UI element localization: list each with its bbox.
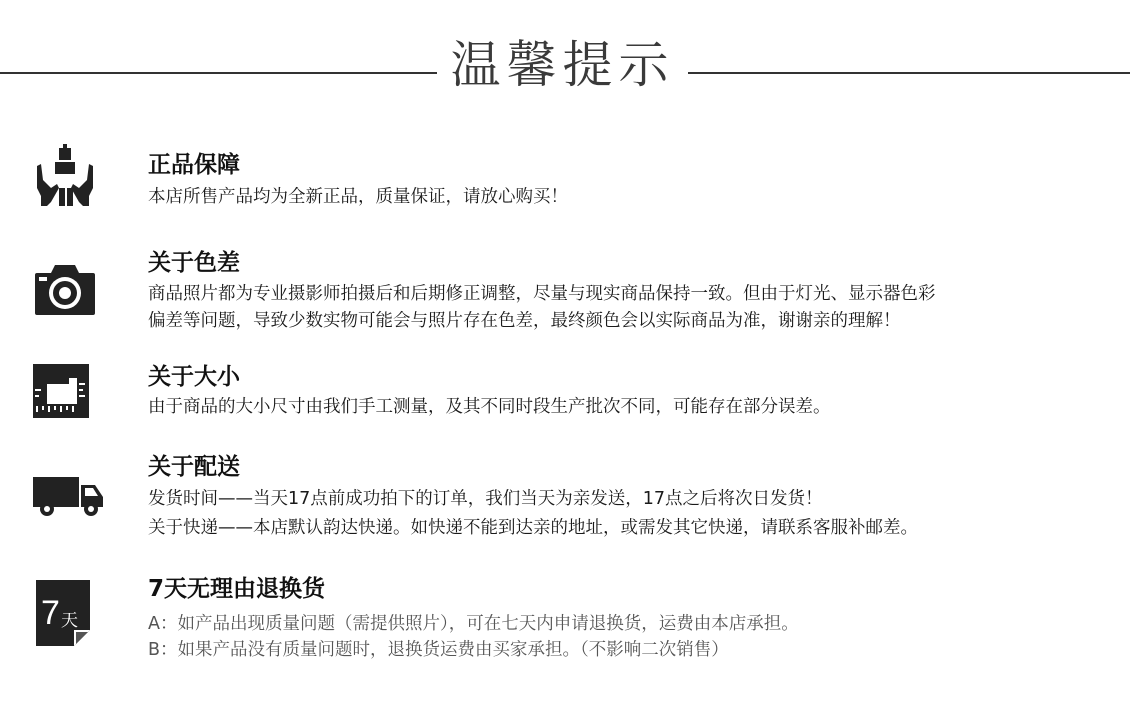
section-delivery: [0, 450, 1130, 550]
page-title: 温馨提示: [450, 36, 675, 94]
header: [0, 30, 1130, 100]
section-seven-day-return: [0, 572, 1130, 672]
section-title: 关于配送: [148, 454, 240, 480]
section-text-line: 本店所售产品均为全新正品，质量保证，请放心购买！: [148, 187, 568, 207]
section-title: 7天无理由退换货: [148, 576, 326, 602]
section-text-line: 关于快递——本店默认韵达快递。如快递不能到达亲的地址，或需发其它快递，请联系客服补邮差。: [148, 518, 918, 538]
measuring-tape-icon: [33, 362, 97, 426]
section-title: 关于大小: [148, 364, 240, 390]
section-text-line: 商品照片都为专业摄影师拍摄后和后期修正调整，尽量与现实商品保持一致。但由于灯光、显示器色彩: [148, 284, 936, 304]
header-divider-right: [688, 72, 1130, 74]
hands-gift-icon: [33, 144, 97, 208]
icon-seven-text: 7: [41, 594, 60, 632]
header-divider-left: [0, 72, 437, 74]
section-size: [0, 360, 1130, 430]
seven-day-return-icon: [36, 580, 90, 646]
section-text-line: A：如产品出现质量问题（需提供照片），可在七天内申请退换货，运费由本店承担。: [148, 614, 799, 634]
icon-day-text: 天: [61, 611, 78, 631]
section-color-difference: [0, 245, 1130, 335]
section-text-line: B：如果产品没有质量问题时，退换货运费由买家承担。（不影响二次销售）: [148, 640, 729, 660]
section-text-line: 发货时间——当天17点前成功拍下的订单，我们当天为亲发送，17点之后将次日发货！: [148, 489, 823, 509]
delivery-truck-icon: [33, 475, 97, 539]
section-title: 正品保障: [148, 152, 240, 178]
section-text-line: 由于商品的大小尺寸由我们手工测量，及其不同时段生产批次不同，可能存在部分误差。: [148, 397, 831, 417]
section-text-line: 偏差等问题，导致少数实物可能会与照片存在色差，最终颜色会以实际商品为准，谢谢亲的理解！: [148, 311, 901, 331]
section-authentic-guarantee: [0, 140, 1130, 220]
camera-icon: [33, 261, 97, 325]
section-title: 关于色差: [148, 250, 240, 276]
